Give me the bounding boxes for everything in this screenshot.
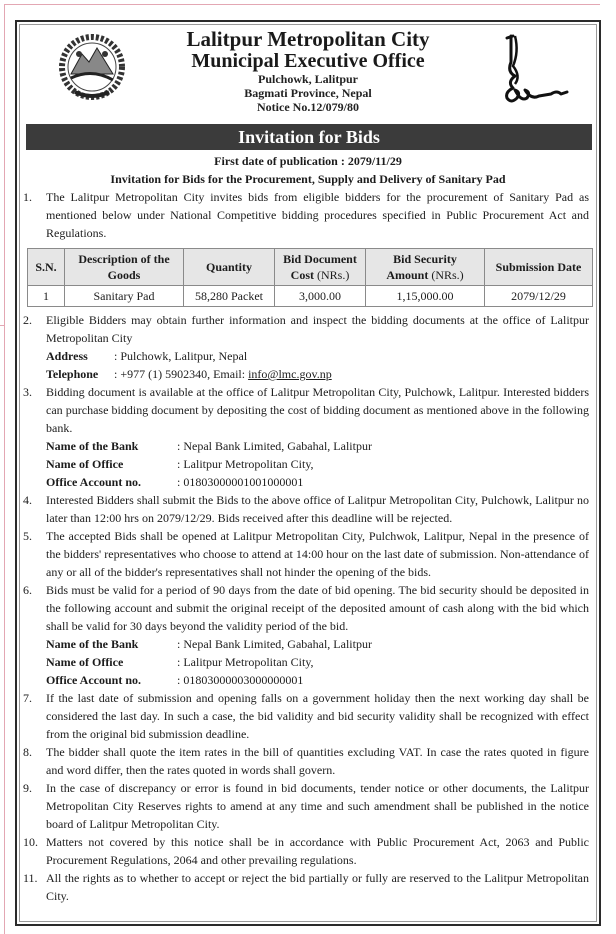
contact-telephone: Telephone : +977 (1) 5902340, Email: info@lmc.gov.np <box>46 367 332 381</box>
table-row: 1 Sanitary Pad 58,280 Packet 3,000.00 1,15,000.00 2079/12/29 <box>28 286 593 307</box>
header-notice-number: Notice No.12/079/80 <box>257 100 359 114</box>
notice-body <box>23 188 589 905</box>
clause-1: 1. The Lalitpur Metropolitan City invites bids from eligible bidders for the procurement of Sanitary Pad as mentioned below under National Competitive bidding procedures specified in Public Procurement Act and Regulations. <box>23 190 589 240</box>
table-header-row <box>28 249 593 286</box>
col-description: Description of the Goods <box>65 249 184 286</box>
col-sn: S.N. <box>28 249 65 286</box>
margin-tick <box>0 325 5 326</box>
margin-line-top <box>4 4 600 5</box>
clause-11: 11. All the rights as to whether to accept or reject the bid partially or fully are reserved to the Lalitpur Metropolitan City. <box>23 871 589 903</box>
notice-frame <box>15 20 601 926</box>
bids-table <box>27 248 593 307</box>
margin-line-left <box>4 4 5 934</box>
clause-2: 2. Eligible Bidders may obtain further information and inspect the bidding documents at the office of Lalitpur Metropolitan City <box>23 313 589 345</box>
page-title: Invitation for Bids <box>26 124 592 150</box>
clause-4: 4. Interested Bidders shall submit the Bids to the above office of Lalitpur Metropolitan City, Pulchowk, Lalitpur no later than 12:00 hrs on 2079/12/29. Bids received after this deadline will be rejected. <box>23 493 589 525</box>
clause-9: 9. In the case of discrepancy or error is found in bid documents, tender notice or other documents, the Lalitpur Metropolitan City Reserves rights to amend at any time and such amendment shall be published in the notice board of Lalitpur Metropolitan City. <box>23 781 589 831</box>
col-submission-date: Submission Date <box>485 249 593 286</box>
header-address: Pulchowk, Lalitpur <box>257 72 359 86</box>
doc-account-number: Office Account no. : 01803000001001000001 <box>46 475 304 489</box>
security-account-number: Office Account no. : 01803000003000000001 <box>46 673 304 687</box>
clause-7: 7. If the last date of submission and opening falls on a government holiday then the next working day shall be considered the last day. In such a case, the bid validity and bid security validity shall be recognized with effect from the original bid submission deadline. <box>23 691 589 741</box>
clause-3: 3. Bidding document is available at the office of Lalitpur Metropolitan City, Pulchowk, Lalitpur. Interested bidders can purchase bidding document by depositing the cost of bidding document as mentioned above in the following bank. <box>23 385 589 435</box>
header-province: Bagmati Province, Nepal <box>244 86 372 100</box>
contact-address: Address : Pulchowk, Lalitpur, Nepal <box>46 349 248 363</box>
notice-subject: Invitation for Bids for the Procurement, Supply and Delivery of Sanitary Pad <box>110 172 506 186</box>
doc-bank-name: Name of the Bank : Nepal Bank Limited, Gabahal, Lalitpur <box>46 439 372 453</box>
col-bid-security: Bid Security Amount (NRs.) <box>366 249 485 286</box>
publication-date: First date of publication : 2079/11/29 <box>214 154 402 168</box>
clause-8: 8. The bidder shall quote the item rates in the bill of quantities excluding VAT. In case the rates quoted in figure and word differ, then the rates quoted in words shall govern. <box>23 745 589 777</box>
email-link[interactable]: info@lmc.gov.np <box>248 367 332 381</box>
notice-header <box>17 22 599 122</box>
clause-6: 6. Bids must be valid for a period of 90 days from the date of bid opening. The bid security should be deposited in the following account and submit the original receipt of the deposited amount of cash along with the bid which shall be valid for 30 days beyond the validity period of the bid. <box>23 583 589 633</box>
header-title: Lalitpur Metropolitan City <box>186 27 430 51</box>
clause-10: 10. Matters not covered by this notice shall be in accordance with Public Procurement Act, 2063 and Public Procurement Regulations, 2064 and other prevailing regulations. <box>23 835 589 867</box>
security-bank-name: Name of the Bank : Nepal Bank Limited, Gabahal, Lalitpur <box>46 637 372 651</box>
clause-5: 5. The accepted Bids shall be opened at Lalitpur Metropolitan City, Pulchwok, Lalitpur, Nepal in the presence of the bidders' representatives who choose to attend at 14:00 hour on the last date of submission. Non-attendance of any or all of the bidder's representatives shall not hinder the opening of the bids. <box>23 529 589 579</box>
signature-logo-icon <box>495 32 575 112</box>
header-subtitle: Municipal Executive Office <box>191 50 425 72</box>
doc-office-name: Name of Office : Lalitpur Metropolitan City, <box>46 457 314 471</box>
col-bid-document-cost: Bid Document Cost (NRs.) <box>275 249 366 286</box>
security-office-name: Name of Office : Lalitpur Metropolitan City, <box>46 655 314 669</box>
col-quantity: Quantity <box>184 249 275 286</box>
